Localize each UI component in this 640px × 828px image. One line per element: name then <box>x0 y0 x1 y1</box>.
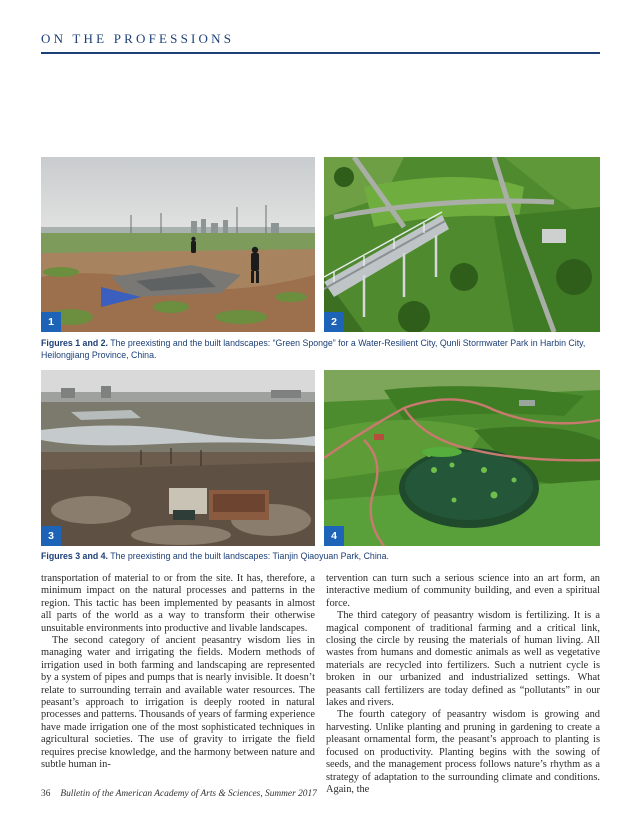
caption-figures-3-4 <box>41 550 601 562</box>
caption-figures-1-2 <box>41 337 601 361</box>
figure-1-number-badge: 1 <box>41 312 61 332</box>
body-paragraph: The third category of peasantry wisdom is fertilizing. It is a magical component of traditional farming and a critical link, closing the circle by reusing the materials of human living. All wastes from humans and domestic animals as well as vegetative materials are recycled into fertilizers. Such a nutrient cycle is broken in our urbanized and industrialized settings. What peasants call fertilizers are today defined as “pollutants” in our lakes and rivers. <box>326 610 600 709</box>
publication-title: Bulletin of the American Academy of Arts & Sciences, Summer 2017 <box>60 789 317 799</box>
caption-figures-3-4-text: The preexisting and the built landscapes: Tianjin Qiaoyuan Park, China. <box>107 551 390 561</box>
caption-figures-1-2-label: Figures 1 and 2. <box>41 338 108 348</box>
figure-4-photo <box>324 370 600 546</box>
body-column-right <box>326 573 600 796</box>
caption-figures-1-2-text: The preexisting and the built landscapes: “Green Sponge” for a Water-Resilient City, Qunli Stormwater Park in Harbin City, Heilongjiang Province, China. <box>41 338 586 360</box>
body-paragraph: tervention can turn such a serious science into an art form, an interactive medium of community building, and even a spiritual force. <box>326 573 600 609</box>
figure-3-image <box>41 370 315 546</box>
figure-4-image <box>324 370 600 546</box>
figure-4-number-badge: 4 <box>324 526 344 546</box>
body-paragraph: The second category of ancient peasantry wisdom lies in managing water and irrigating the fields. Modern methods of irrigation used in both farming and landscaping are represented by a system of pipes and pumps that is nearly invisible. It doesn’t relate to surrounding terrain and available water resources. The peasant’s approach to irrigation is deeply rooted in natural processes and patterns. Thousands of years of farming experience have made irrigation one of the most sophisticated techniques in agricultural societies. The use of gravity to irrigate the field requires precise knowledge, and the harmony between nature and subtle human in- <box>41 635 315 771</box>
page-number: 36 <box>41 789 51 799</box>
caption-figures-3-4-label: Figures 3 and 4. <box>41 551 108 561</box>
figure-2-photo <box>324 157 600 332</box>
page-footer <box>41 789 317 799</box>
body-paragraph: The fourth category of peasantry wisdom is growing and harvesting. Unlike planting and pruning in gardening to create a pleasant ornamental form, the peasant’s approach to planting is focused on productivity. Planting begins with the sowing of seeds, and the management process follows nature’s rhythm as a strategy of adaptation to the surrounding climate and conditions. Again, the <box>326 709 600 795</box>
figure-3-photo <box>41 370 315 546</box>
figure-3-number-badge: 3 <box>41 526 61 546</box>
section-header: ON THE PROFESSIONS <box>41 31 235 46</box>
body-paragraph: transportation of material to or from the site. It has, therefore, a minimum impact on the natural processes and patterns in the region. This tactic has been implemented by peasants in almost all parts of the world as a way to transform their otherwise unsuitable environments into productive and livable landscapes. <box>41 573 315 634</box>
figure-2-number-badge: 2 <box>324 312 344 332</box>
figure-2-image <box>324 157 600 332</box>
figure-1-photo <box>41 157 315 332</box>
figure-1-image <box>41 157 315 332</box>
body-column-left <box>41 573 315 772</box>
header-rule <box>41 52 600 54</box>
